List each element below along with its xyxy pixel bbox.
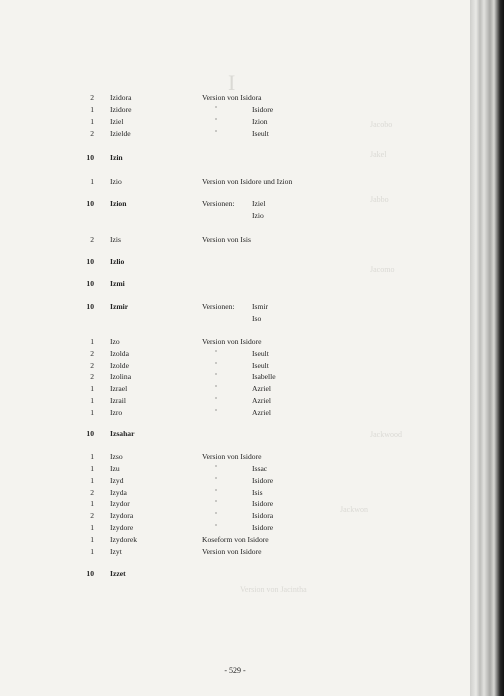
entry-name: Izu <box>110 464 120 473</box>
list-item <box>0 315 470 325</box>
bleed-through-mark: Version von Jacintha <box>240 585 307 594</box>
entry-reference: Izion <box>252 117 268 126</box>
entry-name: Izro <box>110 408 123 417</box>
list-item <box>0 338 470 348</box>
list-item <box>0 409 470 419</box>
entry-name: Izmi <box>110 279 125 288</box>
entry-reference: Isidora <box>252 511 274 520</box>
entry-count: 1 <box>90 535 94 544</box>
entry-note: " <box>215 513 218 518</box>
list-item <box>0 453 470 463</box>
list-item <box>0 130 470 140</box>
entry-name: Izyt <box>110 547 122 556</box>
entry-count: 1 <box>90 476 94 485</box>
page-number: - 529 - <box>224 666 246 675</box>
entry-name: Iziel <box>110 117 124 126</box>
entry-note: Versionen: <box>202 199 235 208</box>
entry-note: " <box>215 374 218 379</box>
list-item <box>0 350 470 360</box>
bleed-through-mark: Jakel <box>370 150 387 159</box>
entry-count: 2 <box>90 129 94 138</box>
entry-reference: Azriel <box>252 396 271 405</box>
entry-name: Izrael <box>110 384 128 393</box>
entry-name: Izolde <box>110 361 129 370</box>
entry-count: 1 <box>90 337 94 346</box>
list-item <box>0 178 470 188</box>
entry-reference: Isis <box>252 488 263 497</box>
entry-note: " <box>215 386 218 391</box>
entry-reference: Ismir <box>252 302 269 311</box>
list-item <box>0 303 470 313</box>
entry-name: Izsahar <box>110 429 135 438</box>
bleed-through-mark: Jabbo <box>370 195 389 204</box>
entry-reference: Isidore <box>252 105 274 114</box>
entry-reference: Iseult <box>252 349 269 358</box>
list-item <box>0 200 470 210</box>
entry-name: Izydorek <box>110 535 137 544</box>
list-item <box>0 536 470 546</box>
list-item <box>0 512 470 522</box>
list-item <box>0 236 470 246</box>
entry-count: 10 <box>86 569 94 578</box>
entry-name: Izzet <box>110 569 126 578</box>
entry-name: Izielde <box>110 129 131 138</box>
entry-note: " <box>215 351 218 356</box>
entry-reference: Izio <box>252 211 264 220</box>
entry-note: Koseform von Isidore <box>202 535 269 544</box>
list-item <box>0 500 470 510</box>
list-item <box>0 362 470 372</box>
entry-count: 1 <box>90 452 94 461</box>
bleed-through-mark: Jacobo <box>370 120 393 129</box>
entry-name: Izio <box>110 177 122 186</box>
bleed-through-mark: I <box>228 70 236 95</box>
list-item <box>0 258 470 268</box>
list-item <box>0 118 470 128</box>
entry-count: 10 <box>86 199 94 208</box>
entry-count: 10 <box>86 153 94 162</box>
entry-note: " <box>215 478 218 483</box>
entry-name: Izyd <box>110 476 124 485</box>
entry-note: Versionen: <box>202 302 235 311</box>
entry-count: 2 <box>90 349 94 358</box>
entry-count: 1 <box>90 384 94 393</box>
list-item <box>0 373 470 383</box>
entry-note: Version von Isidore <box>202 547 262 556</box>
entry-count: 10 <box>86 257 94 266</box>
bleed-through-mark: Jackwood <box>370 430 402 439</box>
bleed-through-mark: Jackwon <box>340 505 368 514</box>
entry-reference: Iso <box>252 314 262 323</box>
entry-note: Version von Isidore <box>202 452 262 461</box>
entry-name: Izion <box>110 199 127 208</box>
entry-name: Izyda <box>110 488 127 497</box>
entry-count: 2 <box>90 93 94 102</box>
book-page-edge <box>470 0 504 696</box>
entry-reference: Iseult <box>252 361 269 370</box>
entry-reference: Isidore <box>252 499 274 508</box>
list-item <box>0 397 470 407</box>
bleed-through-mark: Jacomo <box>370 265 395 274</box>
list-item <box>0 94 470 104</box>
entry-note: " <box>215 525 218 530</box>
entry-reference: Azriel <box>252 408 271 417</box>
entry-count: 2 <box>90 488 94 497</box>
entry-count: 2 <box>90 511 94 520</box>
entry-count: 2 <box>90 372 94 381</box>
entry-name: Izydore <box>110 523 134 532</box>
entry-name: Izidore <box>110 105 132 114</box>
entry-name: Izidora <box>110 93 132 102</box>
entry-reference: Issac <box>252 464 268 473</box>
list-item <box>0 106 470 116</box>
entry-note: " <box>215 501 218 506</box>
list-item <box>0 570 470 580</box>
entry-count: 2 <box>90 361 94 370</box>
list-item <box>0 385 470 395</box>
entry-note: " <box>215 490 218 495</box>
entry-name: Izydor <box>110 499 130 508</box>
entry-count: 1 <box>90 547 94 556</box>
entry-count: 1 <box>90 464 94 473</box>
list-item <box>0 477 470 487</box>
entry-count: 2 <box>90 235 94 244</box>
list-item <box>0 524 470 534</box>
entry-note: " <box>215 410 218 415</box>
entry-reference: Azriel <box>252 384 271 393</box>
entry-count: 1 <box>90 523 94 532</box>
entry-note: " <box>215 131 218 136</box>
entry-count: 10 <box>86 279 94 288</box>
entry-reference: Isidore <box>252 523 274 532</box>
entry-note: " <box>215 363 218 368</box>
entry-count: 1 <box>90 105 94 114</box>
entry-count: 1 <box>90 408 94 417</box>
entry-name: Izso <box>110 452 123 461</box>
entry-note: Version von Isidora <box>202 93 262 102</box>
entry-count: 1 <box>90 177 94 186</box>
list-item <box>0 430 470 440</box>
entry-name: Izo <box>110 337 120 346</box>
entry-note: " <box>215 466 218 471</box>
entry-reference: Iseult <box>252 129 269 138</box>
entry-reference: Isabelle <box>252 372 276 381</box>
entry-name: Izolda <box>110 349 129 358</box>
entry-note: Version von Isis <box>202 235 251 244</box>
list-item <box>0 280 470 290</box>
entry-count: 10 <box>86 302 94 311</box>
entry-reference: Iziel <box>252 199 266 208</box>
list-item <box>0 548 470 558</box>
entry-name: Izlio <box>110 257 125 266</box>
entry-name: Izin <box>110 153 123 162</box>
entry-count: 1 <box>90 499 94 508</box>
entry-note: " <box>215 398 218 403</box>
entry-note: " <box>215 119 218 124</box>
entry-note: " <box>215 107 218 112</box>
entry-name: Izydora <box>110 511 134 520</box>
entry-reference: Isidore <box>252 476 274 485</box>
entry-name: Izrail <box>110 396 127 405</box>
entry-name: Izmir <box>110 302 129 311</box>
list-item <box>0 489 470 499</box>
entry-name: Izolina <box>110 372 132 381</box>
entry-count: 1 <box>90 117 94 126</box>
entry-note: Version von Isidore <box>202 337 262 346</box>
entry-count: 10 <box>86 429 94 438</box>
entry-name: Izis <box>110 235 121 244</box>
list-item <box>0 154 470 164</box>
list-item <box>0 212 470 222</box>
list-item <box>0 465 470 475</box>
entry-note: Version von Isidore und Izion <box>202 177 293 186</box>
entry-count: 1 <box>90 396 94 405</box>
